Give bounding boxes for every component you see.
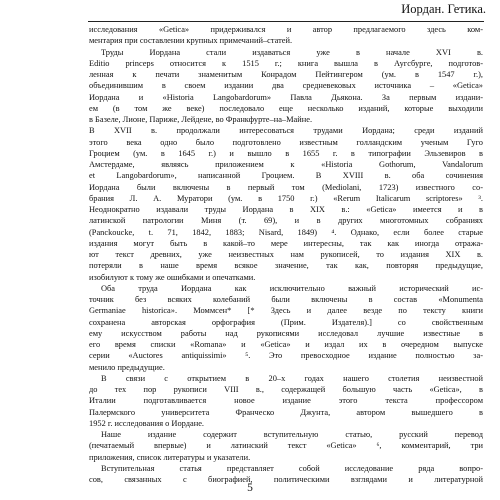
text-line: Гроцием (ум. в 1645 г.) и вышло в 1655 г. в типографии Эльзевиров в [89, 148, 483, 158]
text-line: менило предыдущие. [89, 362, 165, 372]
text-line: В XVII в. продолжали интересоваться трудами Иордана; среди изданий [89, 126, 483, 136]
text-line: точник без всяких колебаний были включены в состав «Monumenta [89, 295, 483, 304]
text-line: ют текст древних, уже неизвестных нам рукописей, то издания XIX в. [89, 250, 483, 259]
text-line: изобилуют к тому же ошибками и опечатками. [89, 272, 256, 282]
text-line: брания Л. А. Муратори (ум. в 1750 г.) «Rerum Italicarum scriptores» ³. [89, 193, 483, 203]
text-line: Амстердаме, являясь приложением к «Historia Gothorum, Vandalorum [89, 160, 483, 169]
text-line: В связи с открытием в 20–х годах нашего столетия неизвестной [101, 373, 483, 383]
text-line: этого века одно было подготовлено известным голландским ученым Гуго [89, 137, 483, 147]
text-line: латинской патрологии Миня (т. 69), и в других многотомных собраниях [89, 216, 483, 226]
text-line: ментария при составлении крупных примечаний–статей. [89, 36, 293, 46]
text-line: Оба труда Иордана как исключительно важный исторический ис- [101, 283, 483, 293]
text-line: ленная к печати знаменитым Конрадом Пейтингером (ум. в 1547 г.), [89, 70, 483, 79]
text-line: 1952 г. исследования о Иордане. [89, 418, 205, 428]
text-line: сов, связанных с биографией, политическими взглядами и литературной [89, 475, 483, 484]
header-rule [88, 21, 484, 22]
text-line: Неоднократно издавали труды Иордана в XIX в.: «Getica» имеется и в [89, 205, 483, 214]
text-line: издания могут быть в какой–то мере интересны, так как иногда отража- [89, 238, 483, 248]
text-line: его время списки «Romana» и «Getica» и издал их в очередном выпуске [89, 340, 483, 349]
text-line: потеряли в наше время всякое значение, так как, повторяя предыдущие, [89, 261, 483, 271]
text-line: исследования «Getica» придерживался и автор предлагаемого здесь ком- [89, 25, 483, 34]
text-line: ему искусством работы над рукописями исследовал лучшие известные в [89, 328, 483, 338]
text-line: сохранена авторская орфография (Прим. Издателя).] со свойственным [89, 317, 483, 327]
text-line: Наше издание содержит вступительную статью, русский перевод [101, 430, 483, 439]
text-line: Вступительная статья представляет собой исследование ряда вопро- [101, 463, 483, 473]
text-line: в Базеле, Лионе, Париже, Лейдене, во Франкфурте–на–Майне. [89, 115, 313, 124]
page-number: 5 [247, 482, 253, 494]
text-line: et Langobardorum», написанной Гроцием. В XVIII в. оба сочинения [89, 171, 483, 181]
text-line: Италии подготавливается новое издание этого текста профессором [89, 396, 483, 406]
body-text [89, 24, 483, 485]
text-line: объединившим в своем издании два средневековых источника – «Getica» [89, 81, 483, 91]
running-header-title: Иордан. Гетика. [401, 2, 486, 16]
text-line: Труды Иордана стали издаваться уже в начале XVI в. [101, 47, 483, 57]
text-line: Editio princeps относится к 1515 г.; книга вышла в Аугсбурге, подготов- [89, 58, 483, 68]
text-line: ем (в том же веке) последовало еще несколько изданий, которые выходили [89, 103, 483, 113]
text-line: приложения, список литературы и указатели. [89, 452, 251, 462]
text-line: Germaniae historica». Моммсен* [* Здесь и далее везде по тексту книги [89, 306, 483, 316]
text-line: Иордана и «Historia Langobardorum» Павла Дьякона. За первым издани- [89, 92, 483, 102]
text-line: (печатаемый впервые) и латинский текст «Getica» ⁶, комментарий, три [89, 441, 483, 451]
text-line: Иордана были включены в первый том (Mediolani, 1723) известного со- [89, 182, 483, 192]
text-line: серии «Auctores antiquissimi» ⁵. Это превосходное издание полностью за- [89, 351, 483, 361]
text-line: (Panckoucke, t. 71, 1842, 1883; Nisard, 1849) ⁴. Однако, если более старые [89, 227, 483, 237]
text-line: до тех пор рукописи VIII в., содержащей большую часть «Getica», в [89, 385, 483, 394]
text-line: Палермского университета Франческо Джунта, автором вышедшего в [89, 407, 483, 417]
